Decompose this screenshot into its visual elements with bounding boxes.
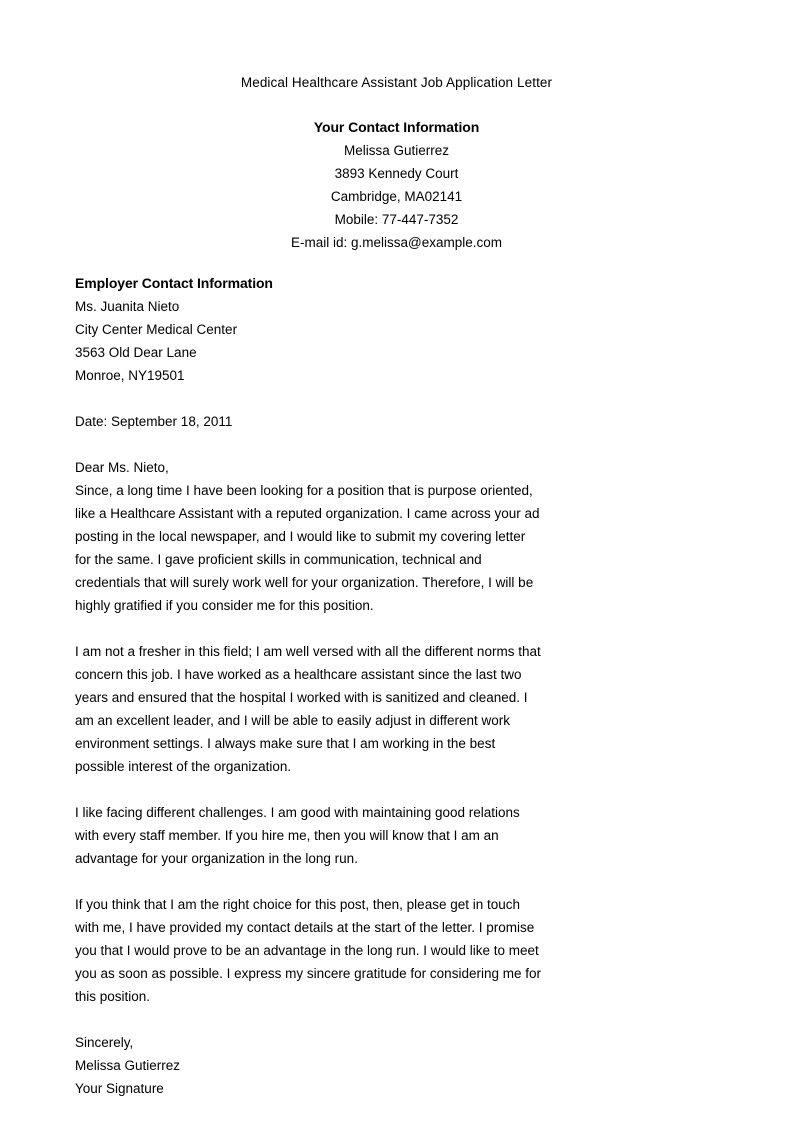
page-title: Medical Healthcare Assistant Job Application Letter — [240, 75, 553, 90]
sender-name: Melissa Gutierrez — [343, 143, 450, 158]
sender-contact-block — [0, 116, 793, 254]
employer-street: 3563 Old Dear Lane — [75, 345, 197, 360]
employer-organization: City Center Medical Center — [75, 322, 238, 337]
letter-paragraph-1: Since, a long time I have been looking for a position that is purpose oriented, like a Healthcare Assistant with a reputed organization. I came across your ad posting in the local newspaper, and I would like to submit my covering letter for the same. I gave proficient skills in communication, technical and credentials that will surely work well for your organization. Therefore, I will be highly gratified if you consider me for this position. — [75, 483, 540, 613]
sender-city-state-zip: Cambridge, MA02141 — [330, 189, 463, 204]
employer-city-state-zip: Monroe, NY19501 — [75, 368, 185, 383]
sender-email: E-mail id: g.melissa@example.com — [290, 235, 503, 250]
signature-block — [75, 1031, 541, 1100]
letter-date: Date: September 18, 2011 — [75, 414, 233, 429]
signer-name: Melissa Gutierrez — [75, 1058, 181, 1073]
letter-paragraph-4: If you think that I am the right choice for this post, then, please get in touch with me, I have provided my contact details at the start of the letter. I promise you that I would prove to be an advantage in the long run. I would like to meet you as soon as possible. I express my sincere gratitude for considering me for this position. — [75, 897, 541, 1004]
employer-contact-heading: Employer Contact Information — [75, 275, 273, 291]
letter-paragraph-3: I like facing different challenges. I am good with maintaining good relations with every staff member. If you hire me, then you will know that I am an advantage for your organization in the long run. — [75, 805, 520, 866]
letter-paragraph-2: I am not a fresher in this field; I am well versed with all the different norms that concern this job. I have worked as a healthcare assistant since the last two years and ensured that the hospital I worked with is sanitized and cleaned. I am an excellent leader, and I will be able to easily adjust in different work environment settings. I always make sure that I am working in the best possible interest of the organization. — [75, 644, 541, 774]
employer-name: Ms. Juanita Nieto — [75, 299, 180, 314]
sender-mobile: Mobile: 77-447-7352 — [334, 212, 459, 227]
signature-placeholder: Your Signature — [75, 1081, 164, 1096]
sender-contact-heading: Your Contact Information — [313, 119, 480, 135]
letter-body — [75, 272, 541, 1100]
letter-salutation: Dear Ms. Nieto, — [75, 460, 169, 475]
letter-closing: Sincerely, — [75, 1035, 134, 1050]
sender-street: 3893 Kennedy Court — [334, 166, 459, 181]
